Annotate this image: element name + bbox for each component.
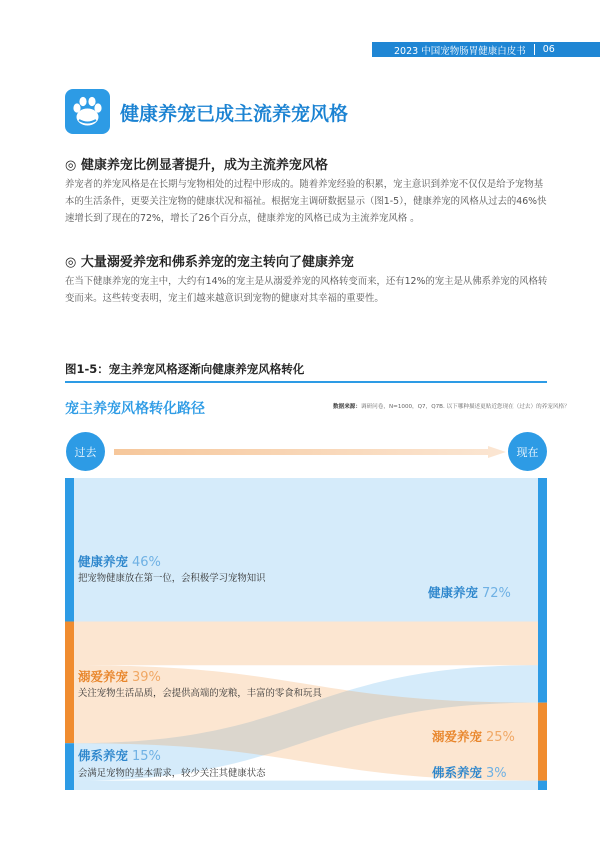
past-healthy-name: 健康养宠	[78, 554, 129, 569]
page-number: 06	[542, 44, 555, 55]
header-bar	[372, 42, 600, 57]
past-doting-desc: 关注宠物生活品质，会提供高端的宠粮，丰富的零食和玩具	[78, 688, 322, 699]
past-casual-label	[78, 745, 161, 764]
past-node-2	[65, 743, 74, 790]
sankey-flow-4	[74, 781, 538, 790]
now-healthy-pct: 72%	[482, 586, 511, 601]
section-title: 健康养宠已成主流养宠风格	[120, 103, 349, 125]
now-node-2	[538, 781, 547, 790]
past-marker: 过去	[66, 432, 105, 471]
subheading-2: ◎ 大量溺爱养宠和佛系养宠的宠主转向了健康养宠	[65, 255, 354, 270]
now-node-0	[538, 478, 547, 703]
now-casual-pct: 3%	[486, 766, 507, 781]
source-text: 调研问卷，N=1000，Q7，Q7B. 以下哪种描述更贴近您现在（过去）的养宠风格？	[360, 404, 570, 410]
past-casual-name: 佛系养宠	[78, 748, 129, 763]
past-casual-pct: 15%	[132, 749, 161, 764]
paragraph-1: 养宠者的养宠风格是在长期与宠物相处的过程中形成的。随着养宠经验的积累，宠主意识到养宠不仅仅是给予宠物基本的生活条件，更要关注宠物的健康状况和福祉。根据宠主调研数据显示（图1-5），健康养宠的风格从过去的46%快速增长到了现在的72%，增长了26个百分点，健康养宠的风格已成为主流养宠风格 。	[65, 179, 547, 224]
past-node-1	[65, 622, 74, 744]
past-healthy-desc: 把宠物健康放在第一位，会积极学习宠物知识	[78, 573, 266, 584]
past-node-0	[65, 478, 74, 622]
header-divider	[534, 44, 535, 55]
past-casual-desc: 会满足宠物的基本需求，较少关注其健康状态	[78, 768, 266, 779]
chart-title: 宠主养宠风格转化路径	[65, 401, 205, 417]
paragraph-2: 在当下健康养宠的宠主中，大约有14%的宠主是从溺爱养宠的风格转变而来，还有12%的宠主是从佛系养宠的风格转变而来。这些转变表明，宠主们越来越意识到宠物的健康对其幸福的重要性。	[65, 276, 548, 304]
past-doting-label	[78, 666, 161, 685]
now-healthy-label	[428, 582, 511, 601]
now-doting-pct: 25%	[486, 730, 515, 745]
now-doting-label	[432, 726, 515, 745]
report-title: 2023 中国宠物肠胃健康白皮书	[394, 45, 526, 57]
now-node-1	[538, 703, 547, 781]
timeline-arrow	[110, 443, 508, 461]
figure-caption: 图1-5：宠主养宠风格逐渐向健康养宠风格转化	[65, 362, 305, 376]
paw-icon	[65, 89, 110, 134]
figure-rule	[65, 381, 547, 383]
past-healthy-pct: 46%	[132, 555, 161, 570]
past-healthy-label	[78, 551, 161, 570]
now-casual-label	[432, 762, 507, 781]
source-label: 数据来源：	[333, 404, 361, 410]
now-healthy-name: 健康养宠	[428, 585, 479, 600]
now-doting-name: 溺爱养宠	[432, 729, 483, 744]
past-doting-pct: 39%	[132, 670, 161, 685]
subheading-1: ◎ 健康养宠比例显著提升，成为主流养宠风格	[65, 158, 328, 173]
now-casual-name: 佛系养宠	[432, 765, 483, 780]
now-marker: 现在	[508, 432, 547, 471]
sankey-flow-1	[74, 622, 538, 666]
past-doting-name: 溺爱养宠	[78, 669, 129, 684]
data-source	[333, 402, 570, 410]
